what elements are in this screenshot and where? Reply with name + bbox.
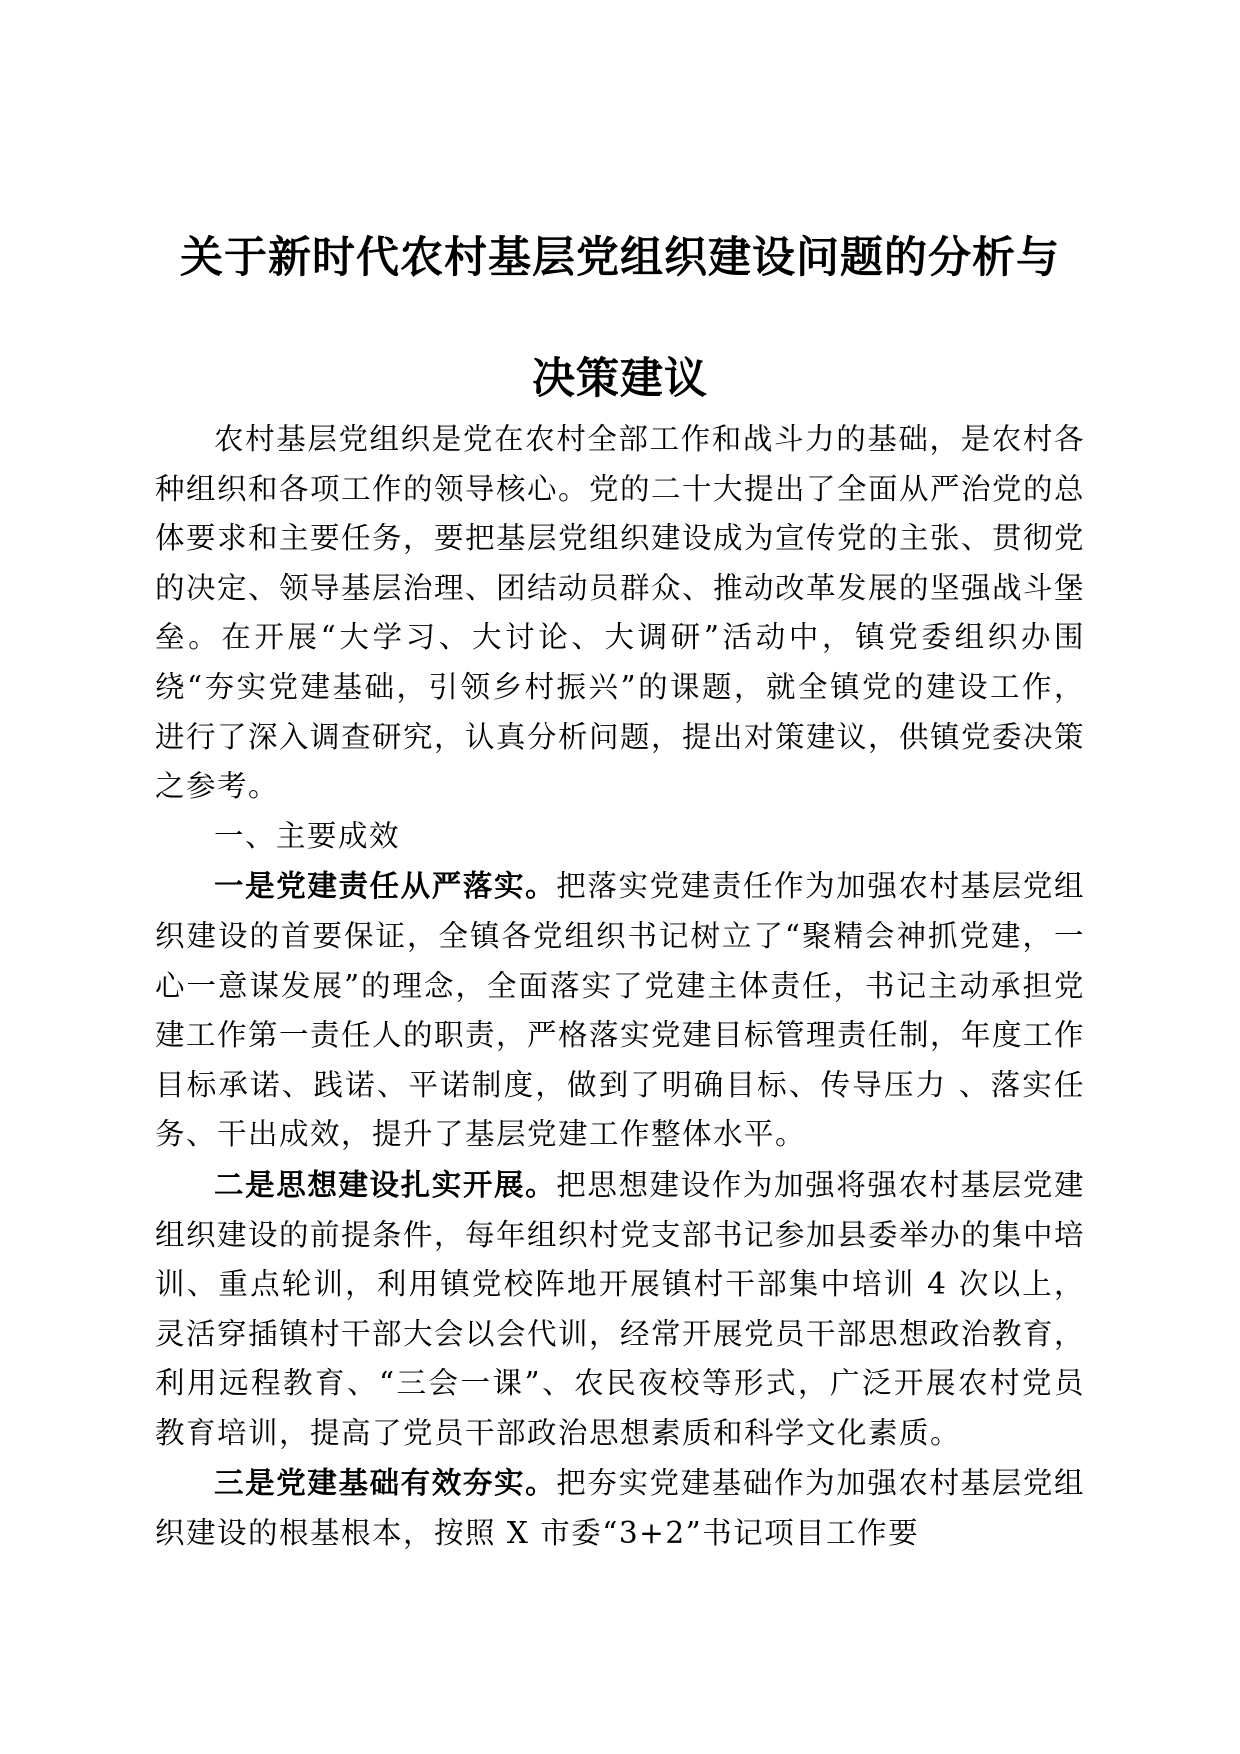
point-text-3: 把夯实党建基础作为加强农村基层党组织建设的根基根本，按照 X 市委“3+2”书记项目工作要 [155,1466,1085,1551]
point-paragraph-3 [155,1458,1085,1558]
point-lead-3: 三是党建基础有效夯实。 [214,1465,557,1501]
document-body [155,415,1085,1559]
point-paragraph-2 [155,1160,1085,1459]
point-text-1: 把落实党建责任作为加强农村基层党组织建设的首要保证，全镇各党组织书记树立了“聚精会神抓党建，一心一意谋发展”的理念，全面落实了党建主体责任，书记主动承担党建工作第一责任人的职责，严格落实党建目标管理责任制，年度工作目标承诺、践诺、平诺制度，做到了明确目标、传导压力 、落实任务、干出成效，提升了基层党建工作整体水平。 [155,869,1086,1152]
point-lead-1: 一是党建责任从严落实。 [214,868,557,904]
point-text-2: 把思想建设作为加强将强农村基层党建组织建设的前提条件，每年组织村党支部书记参加县委举办的集中培训、重点轮训，利用镇党校阵地开展镇村干部集中培训 4 次以上，灵活穿插镇村干部大会以会代训，经常开展党员干部思想政治教育，利用远程教育、“三会一课”、农民夜校等形式，广泛开展农村党员教育培训，提高了党员干部政治思想素质和科学文化素质。 [155,1167,1086,1450]
section-heading: 一、主要成效 [214,818,401,853]
point-paragraph-1 [155,861,1085,1160]
point-lead-2: 二是思想建设扎实开展。 [214,1166,557,1202]
document-title-line-2: 决策建议 [532,354,708,404]
intro-paragraph: 农村基层党组织是党在农村全部工作和战斗力的基础，是农村各种组织和各项工作的领导核心。党的二十大提出了全面从严治党的总体要求和主要任务，要把基层党组织建设成为宣传党的主张、贯彻党的决定、领导基层治理、团结动员群众、推动改革发展的坚强战斗堡垒。在开展“大学习、大讨论、大调研”活动中，镇党委组织办围绕“夯实党建基础，引领乡村振兴”的课题，就全镇党的建设工作，进行了深入调查研究，认真分析问题，提出对策建议，供镇党委决策之参考。 [155,422,1086,804]
document-title-line-1: 关于新时代农村基层党组织建设问题的分析与 [180,233,1060,283]
